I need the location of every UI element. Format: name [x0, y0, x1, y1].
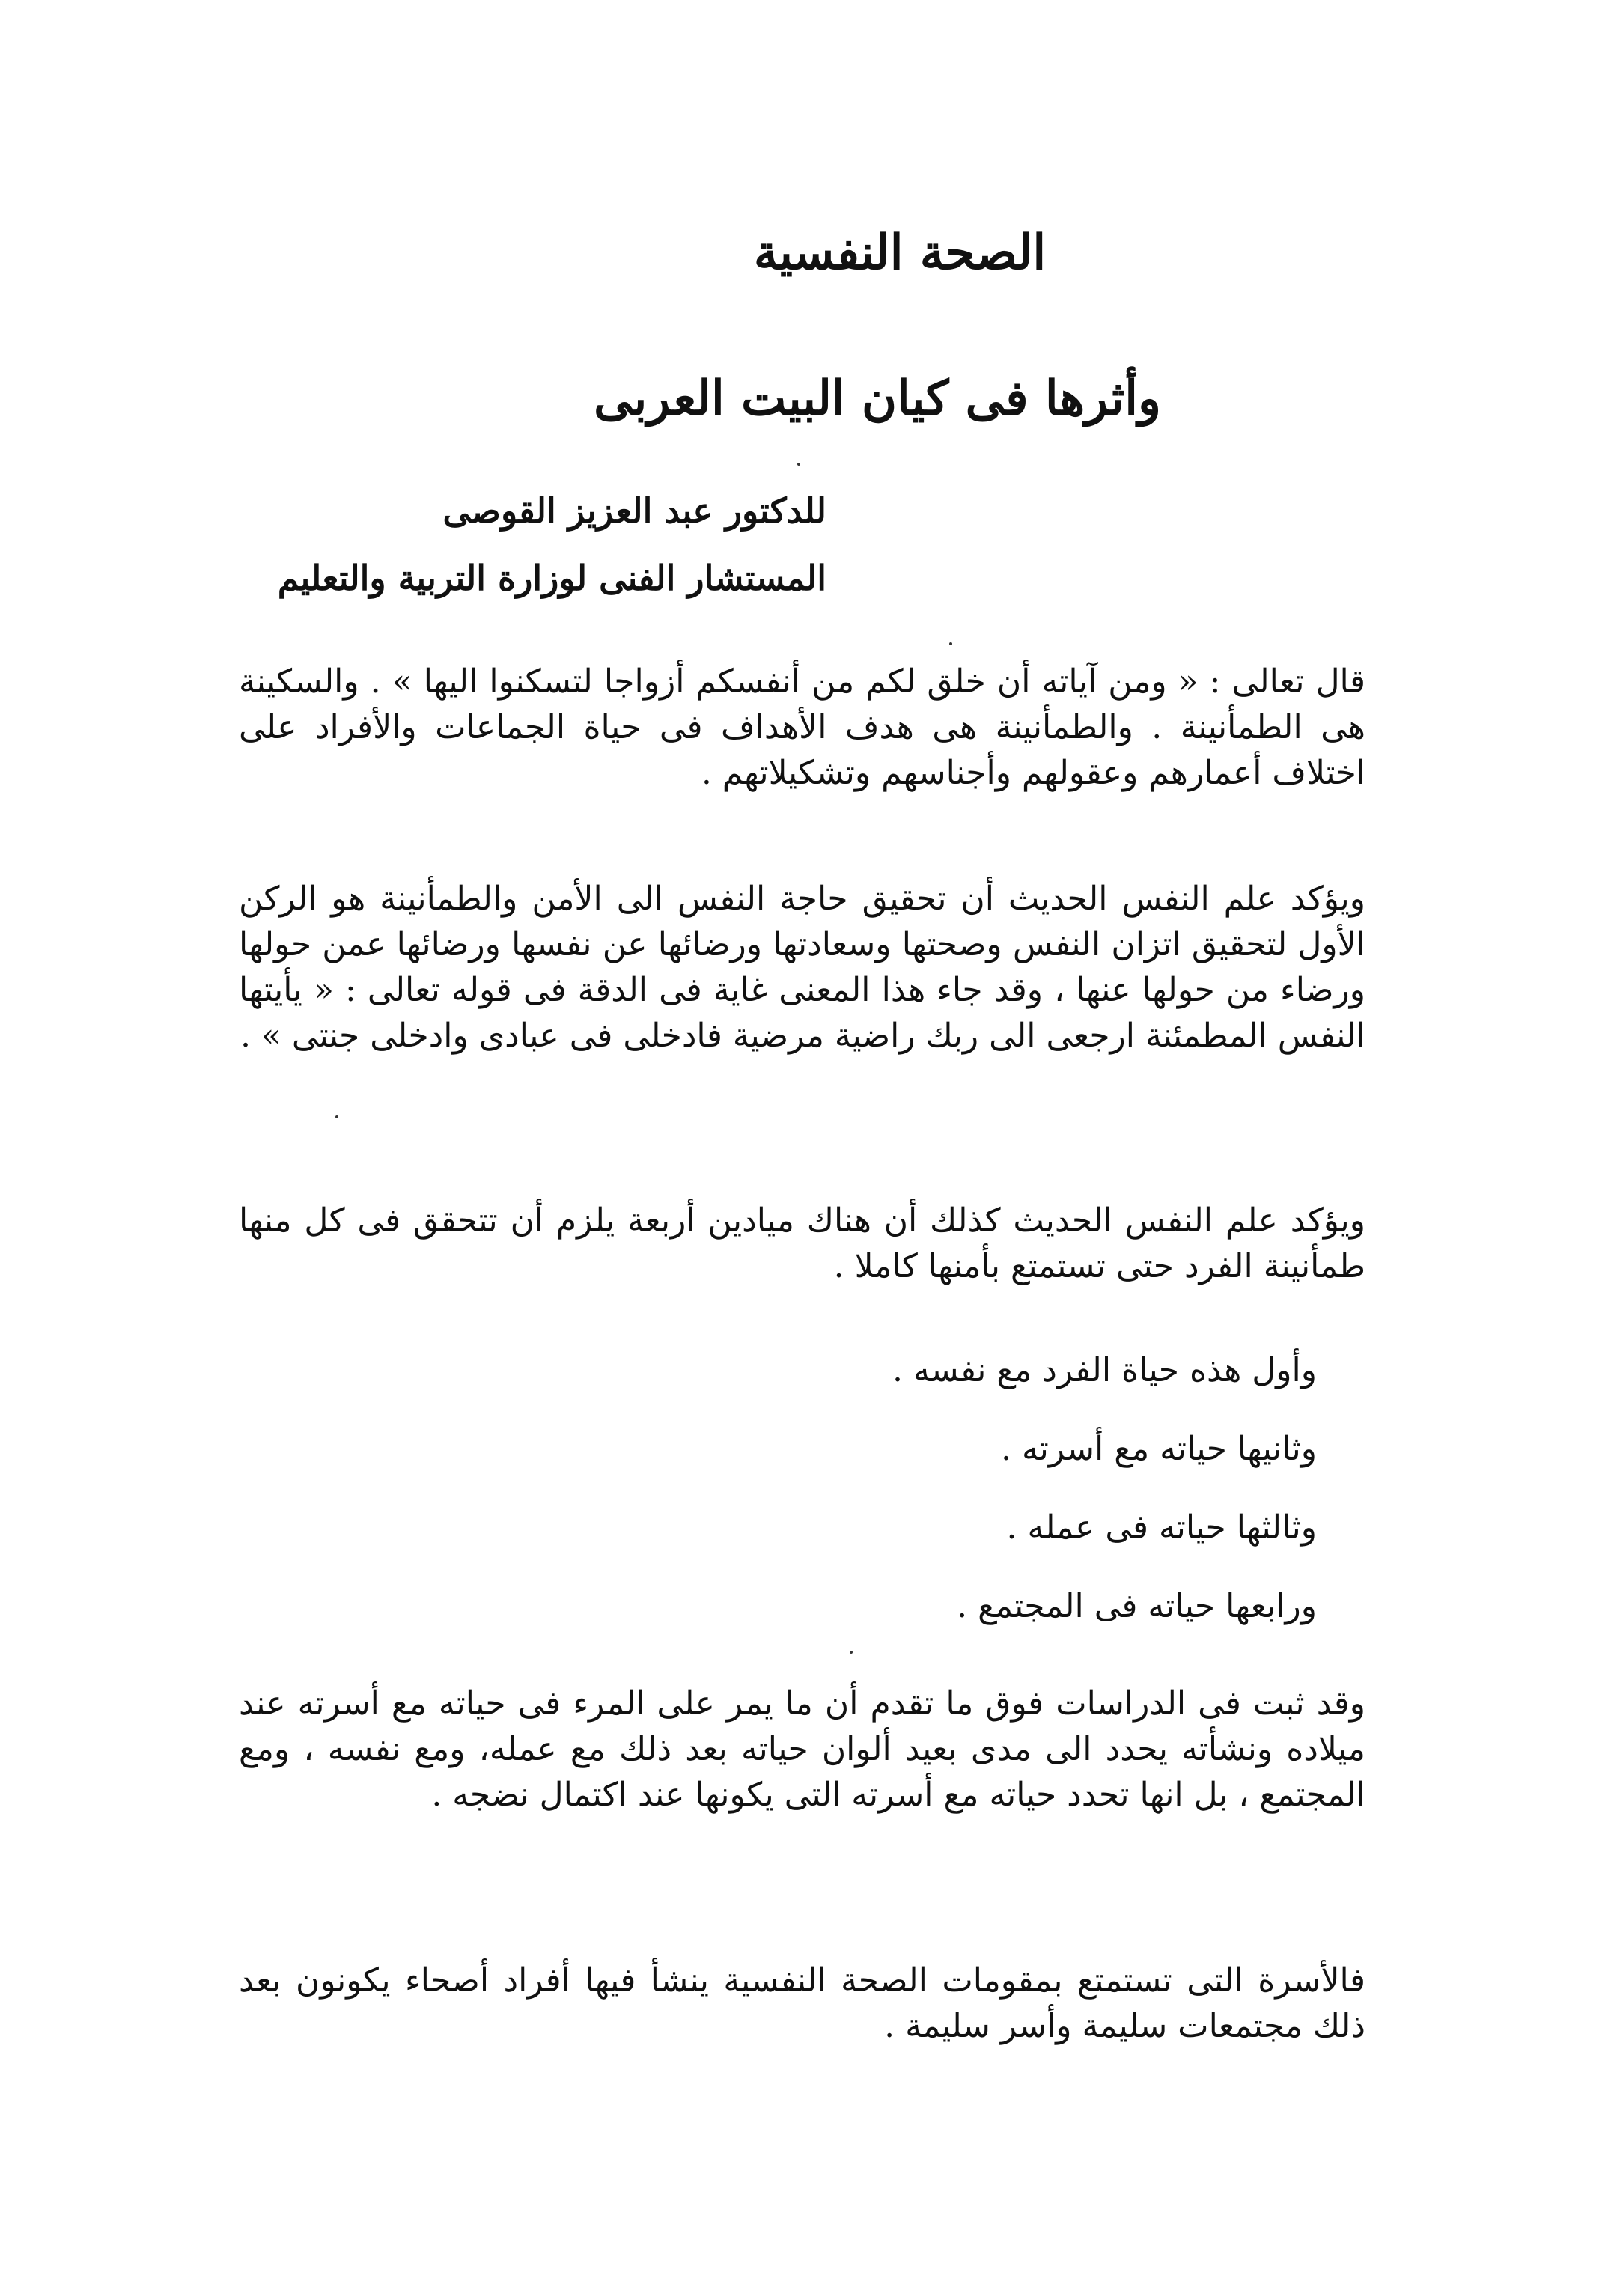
paragraph-1: قال تعالى : « ومن آياته أن خلق لكم من أنفسكم أزواجا لتسكنوا اليها » . والسكينة هى الطمأنينة . والطمأنينة هى هدف الأهداف فى حياة الجماعات والأفراد على اختلاف أعمارهم وعقولهم وأجناسهم وتشكيلاتهم . — [239, 663, 1365, 792]
list-item: وثالثها حياته فى عمله . — [1006, 1508, 1317, 1547]
scan-speck — [850, 1651, 853, 1654]
scan-speck — [797, 463, 800, 466]
list-item: ورابعها حياته فى المجتمع . — [957, 1587, 1317, 1625]
paragraph-3: ويؤكد علم النفس الحديث كذلك أن هناك ميادين أربعة يلزم أن تتحقق فى كل منها طمأنينة الفرد حتى تستمتع بأمنها كاملا . — [239, 1202, 1365, 1285]
scan-speck — [335, 1115, 338, 1118]
scan-speck — [949, 642, 952, 645]
paragraph-5: فالأسرة التى تستمتع بمقومات الصحة النفسية ينشأ فيها أفراد أصحاء يكونون بعد ذلك مجتمعات سليمة وأسر سليمة . — [239, 1961, 1365, 2045]
paragraph-2: ويؤكد علم النفس الحديث أن تحقيق حاجة النفس الى الأمن والطمأنينة هو الركن الأول لتحقيق اتزان النفس وصحتها وسعادتها ورضائها عن نفسها ورضائها عمن حولها ورضاء من حولها عنها ، وقد جاء هذا المعنى غاية فى الدقة فى قوله تعالى : « يأيتها النفس المطمئنة ارجعى الى ربك راضية مرضية فادخلى فى عبادى وادخلى جنتى » . — [239, 880, 1365, 1055]
author-role: المستشار الفنى لوزارة التربية والتعليم — [277, 558, 826, 598]
list-item: وثانيها حياته مع أسرته . — [1001, 1430, 1317, 1468]
title-line-1: الصحة النفسية — [753, 225, 1047, 281]
paragraph-4: وقد ثبت فى الدراسات فوق ما تقدم أن ما يمر على المرء فى حياته مع أسرته عند ميلاده ونشأته يحدد الى مدى بعيد ألوان حياته بعد ذلك مع عمله، ومع نفسه ، ومع المجتمع ، بل انها تحدد حياته مع أسرته التى يكونها عند اكتمال نضجه . — [239, 1684, 1365, 1814]
title-line-2: وأثرها فى كيان البيت العربى — [594, 371, 1161, 427]
list-item: وأول هذه حياة الفرد مع نفسه . — [892, 1351, 1317, 1389]
author-name: للدكتور عبد العزيز القوصى — [442, 490, 826, 531]
